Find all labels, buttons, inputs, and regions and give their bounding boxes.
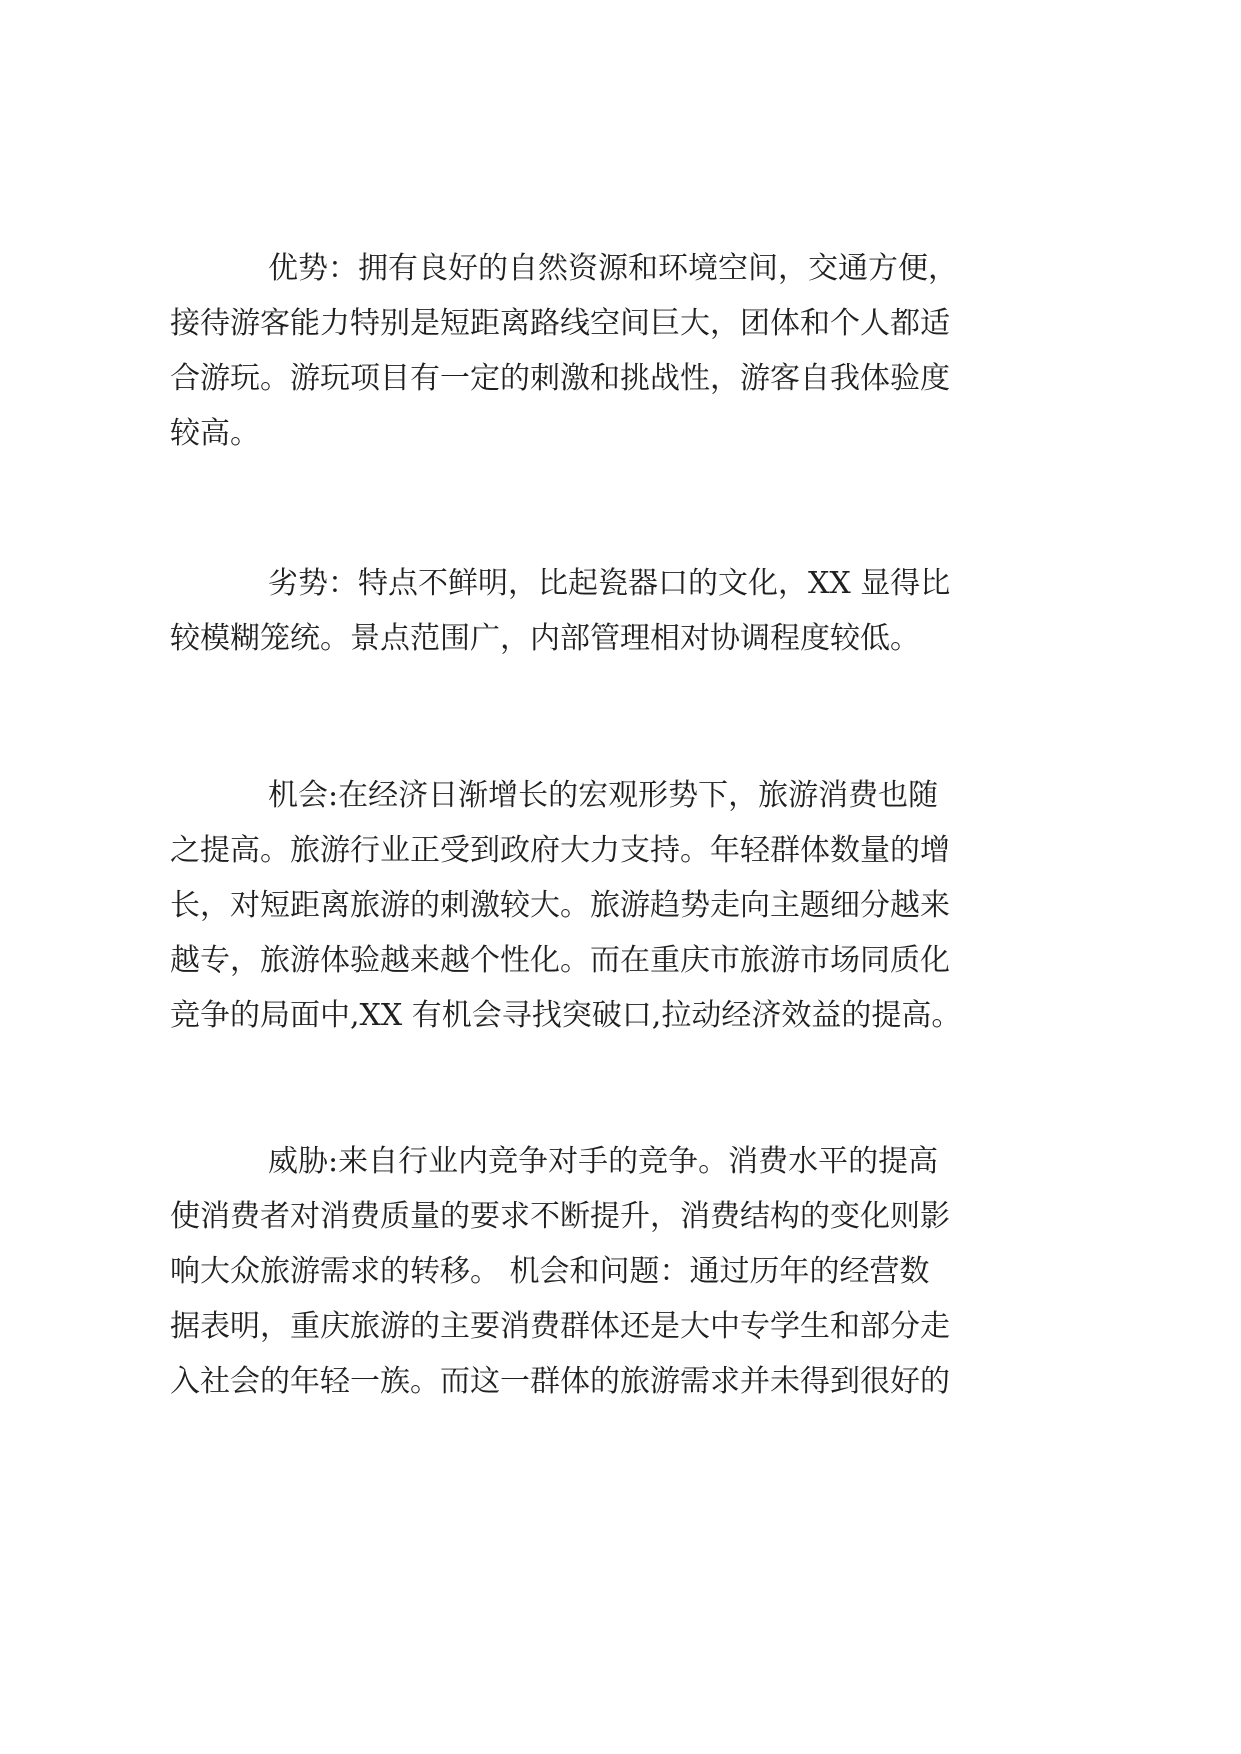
text-line: 威胁:来自行业内竞争对手的竞争。消费水平的提高 [268,1144,939,1179]
text-line: 使消费者对消费质量的要求不断提升，消费结构的变化则影 [170,1199,950,1234]
text-line: 据表明，重庆旅游的主要消费群体还是大中专学生和部分走 [170,1309,950,1344]
text-line: 越专，旅游体验越来越个性化。而在重庆市旅游市场同质化 [170,943,950,978]
text-line: 劣势：特点不鲜明，比起瓷器口的文化，XX 显得比 [268,566,951,601]
text-line: 优势：拥有良好的自然资源和环境空间，交通方便， [268,251,958,286]
text-line: 机会:在经济日渐增长的宏观形势下，旅游消费也随 [268,778,939,813]
text-line: 接待游客能力特别是短距离路线空间巨大，团体和个人都适 [170,306,950,341]
text-line: 入社会的年轻一族。而这一群体的旅游需求并未得到很好的 [170,1364,950,1399]
text-line: 响大众旅游需求的转移。 机会和问题：通过历年的经营数 [170,1254,930,1289]
text-line: 长，对短距离旅游的刺激较大。旅游趋势走向主题细分越来 [170,888,950,923]
text-line: 之提高。旅游行业正受到政府大力支持。年轻群体数量的增 [170,833,950,868]
text-line: 较高。 [170,416,260,451]
text-line: 较模糊笼统。景点范围广，内部管理相对协调程度较低。 [170,621,920,656]
text-line: 合游玩。游玩项目有一定的刺激和挑战性，游客自我体验度 [170,361,950,396]
text-line: 竞争的局面中,XX 有机会寻找突破口,拉动经济效益的提高。 [170,998,962,1033]
